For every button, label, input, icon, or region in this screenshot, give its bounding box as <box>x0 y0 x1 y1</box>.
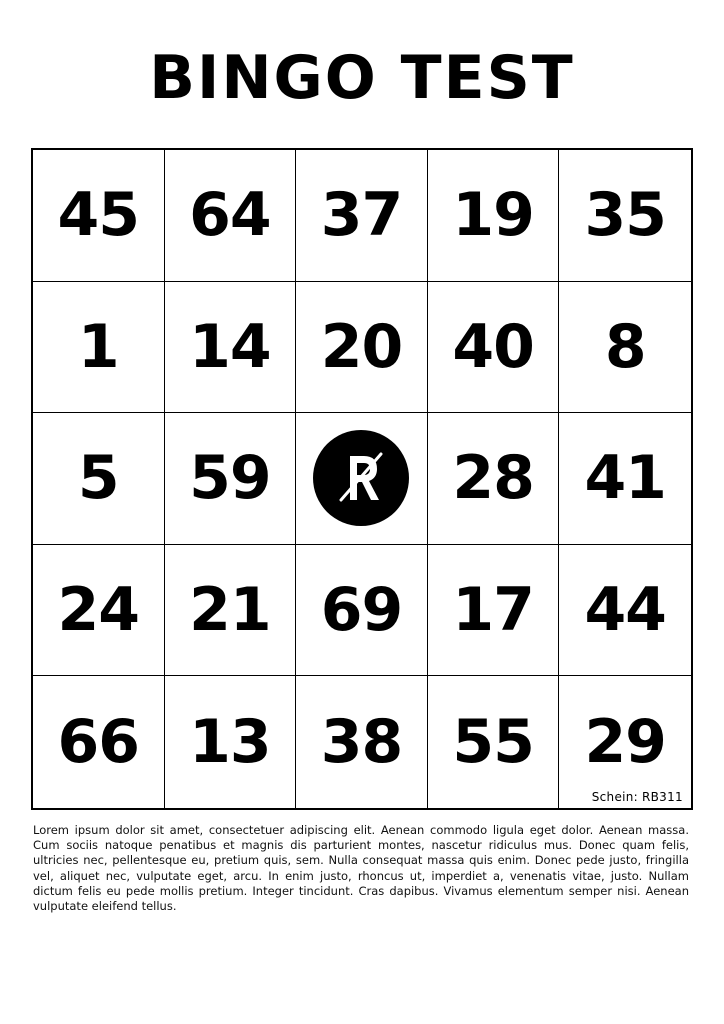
bingo-cell-with-serial <box>559 676 691 808</box>
bingo-cell: 64 <box>165 150 297 282</box>
bingo-cell: 28 <box>428 413 560 545</box>
bingo-cell: 24 <box>33 545 165 677</box>
free-space-cell <box>296 413 428 545</box>
bingo-cell: 41 <box>559 413 691 545</box>
serial-label: Schein: <box>591 790 639 804</box>
bingo-cell: 14 <box>165 282 297 414</box>
bingo-cell: 8 <box>559 282 691 414</box>
bingo-cell: 13 <box>165 676 297 808</box>
bingo-cell: 17 <box>428 545 560 677</box>
bingo-cell: 55 <box>428 676 560 808</box>
bingo-cell: 66 <box>33 676 165 808</box>
bingo-cell: 40 <box>428 282 560 414</box>
serial-value: RB311 <box>642 790 683 804</box>
bingo-cell: 45 <box>33 150 165 282</box>
bingo-cell-number: 29 <box>584 707 666 778</box>
page-title: BINGO TEST <box>149 43 575 113</box>
bingo-cell: 5 <box>33 413 165 545</box>
crossed-r-logo-icon <box>313 430 409 526</box>
bingo-cell: 21 <box>165 545 297 677</box>
bingo-card <box>31 148 693 810</box>
bingo-cell: 20 <box>296 282 428 414</box>
bingo-cell: 19 <box>428 150 560 282</box>
bingo-cell: 1 <box>33 282 165 414</box>
bingo-cell: 37 <box>296 150 428 282</box>
bingo-cell: 69 <box>296 545 428 677</box>
body-paragraph: Lorem ipsum dolor sit amet, consectetuer adipiscing elit. Aenean commodo ligula eget dolor. Aenean massa. Cum sociis natoque penatibus et magnis dis parturient montes, nascetur ridiculus mus. Donec quam felis, ultricies nec, pellentesque eu, pretium quis, sem. Nulla consequat massa quis enim. Donec pede justo, fringilla vel, aliquet nec, vulputate eget, arcu. In enim justo, rhoncus ut, imperdiet a, venenatis vitae, justo. Nullam dictum felis eu pede mollis pretium. Integer tincidunt. Cras dapibus. Vivamus elementum semper nisi. Aenean vulputate eleifend tellus. <box>33 823 689 914</box>
bingo-cell: 44 <box>559 545 691 677</box>
serial-number <box>592 790 683 804</box>
bingo-cell: 59 <box>165 413 297 545</box>
bingo-cell: 35 <box>559 150 691 282</box>
bingo-cell: 38 <box>296 676 428 808</box>
